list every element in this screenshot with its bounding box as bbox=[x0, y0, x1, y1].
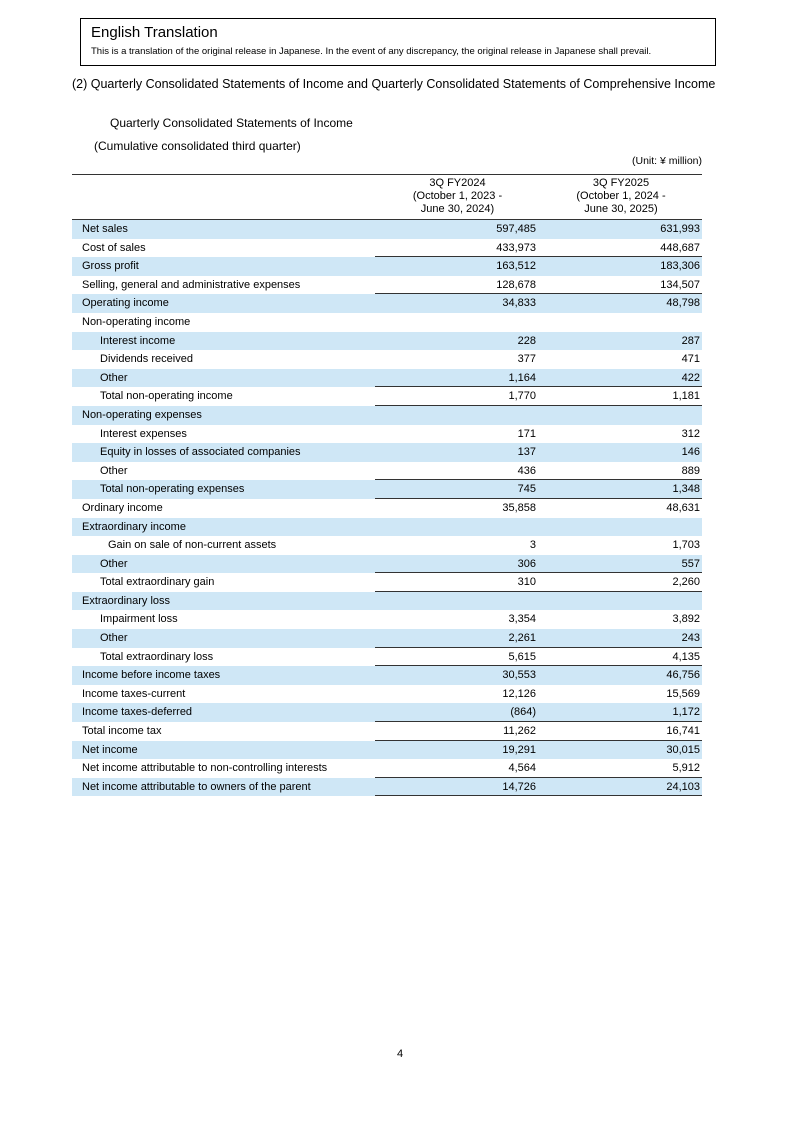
value-3q-fy2025: 1,181 bbox=[540, 387, 702, 406]
value-3q-fy2025: 30,015 bbox=[666, 743, 700, 756]
column-period-line2: June 30, 2025) bbox=[584, 203, 658, 215]
table-row bbox=[72, 573, 702, 592]
value-3q-fy2025: 2,260 bbox=[540, 573, 702, 592]
value-3q-fy2024: 597,485 bbox=[496, 223, 536, 235]
cumulative-note: (Cumulative consolidated third quarter) bbox=[94, 139, 301, 153]
table-row bbox=[72, 722, 702, 741]
value-3q-fy2025: 889 bbox=[540, 462, 702, 481]
value-3q-fy2024: 306 bbox=[375, 555, 540, 574]
table-row bbox=[72, 387, 702, 406]
row-label: Interest expenses bbox=[100, 427, 187, 440]
column-header-fy2024 bbox=[375, 177, 540, 216]
value-3q-fy2025: 471 bbox=[681, 353, 700, 366]
statement-title: Quarterly Consolidated Statements of Income bbox=[110, 116, 353, 130]
value-3q-fy2024 bbox=[375, 592, 540, 611]
value-3q-fy2024: 11,262 bbox=[375, 722, 540, 741]
table-row bbox=[72, 610, 702, 629]
table-row bbox=[72, 294, 702, 313]
value-3q-fy2024: 377 bbox=[517, 353, 536, 366]
table-row bbox=[72, 592, 702, 611]
table-row bbox=[72, 480, 702, 499]
table-row bbox=[72, 648, 702, 667]
value-3q-fy2025: 422 bbox=[540, 369, 702, 388]
column-period-line2: June 30, 2024) bbox=[420, 203, 495, 215]
value-3q-fy2025: 557 bbox=[540, 555, 702, 574]
row-label: Other bbox=[100, 557, 128, 570]
section-heading: (2) Quarterly Consolidated Statements of Income and Quarterly Consolidated Statements of Comprehensive Income bbox=[72, 77, 716, 91]
value-3q-fy2024: 3,354 bbox=[508, 613, 536, 626]
page-number: 4 bbox=[396, 1048, 404, 1060]
value-3q-fy2024: 35,858 bbox=[502, 501, 536, 514]
table-row bbox=[72, 536, 702, 555]
translation-title: English Translation bbox=[91, 24, 218, 41]
row-label: Cost of sales bbox=[82, 241, 146, 254]
value-3q-fy2024 bbox=[375, 518, 540, 537]
row-label: Equity in losses of associated companies bbox=[100, 446, 301, 459]
row-label: Total non-operating income bbox=[100, 390, 233, 403]
value-3q-fy2024: 228 bbox=[517, 334, 536, 347]
value-3q-fy2025: 48,798 bbox=[666, 297, 700, 310]
unit-note: (Unit: ¥ million) bbox=[631, 155, 702, 167]
row-label: Total extraordinary loss bbox=[100, 650, 214, 663]
value-3q-fy2024: 3 bbox=[529, 539, 536, 552]
income-statement-table bbox=[72, 174, 702, 796]
value-3q-fy2024: 128,678 bbox=[375, 276, 540, 295]
table-row bbox=[72, 220, 702, 239]
column-title: 3Q FY2024 bbox=[429, 177, 486, 189]
row-label: Other bbox=[100, 464, 128, 477]
table-row bbox=[72, 462, 702, 481]
value-3q-fy2025: 46,756 bbox=[666, 669, 700, 682]
value-3q-fy2024: 436 bbox=[375, 462, 540, 481]
value-3q-fy2024: 30,553 bbox=[502, 669, 536, 682]
table-row bbox=[72, 499, 702, 518]
value-3q-fy2025: 448,687 bbox=[540, 239, 702, 258]
value-3q-fy2025: 1,172 bbox=[540, 703, 702, 722]
row-label: Impairment loss bbox=[100, 613, 178, 626]
row-label: Other bbox=[100, 371, 128, 384]
row-label: Selling, general and administrative expenses bbox=[82, 278, 301, 291]
value-3q-fy2025: 183,306 bbox=[660, 260, 700, 273]
table-row bbox=[72, 518, 702, 537]
value-3q-fy2025 bbox=[540, 406, 702, 425]
value-3q-fy2024: 5,615 bbox=[375, 648, 540, 667]
value-3q-fy2024: 4,564 bbox=[375, 759, 540, 778]
value-3q-fy2024: 19,291 bbox=[502, 743, 536, 756]
value-3q-fy2025: 134,507 bbox=[540, 276, 702, 295]
income-statement-rows bbox=[72, 220, 702, 796]
table-header bbox=[72, 174, 702, 220]
value-3q-fy2025 bbox=[540, 592, 702, 611]
value-3q-fy2024: 34,833 bbox=[502, 297, 536, 310]
value-3q-fy2024: 745 bbox=[375, 480, 540, 499]
value-3q-fy2025: 631,993 bbox=[660, 223, 700, 235]
table-row bbox=[72, 369, 702, 388]
row-label: Other bbox=[100, 632, 128, 645]
value-3q-fy2025: 1,703 bbox=[672, 539, 700, 552]
table-row bbox=[72, 443, 702, 462]
value-3q-fy2024: 171 bbox=[517, 427, 536, 440]
value-3q-fy2025: 312 bbox=[681, 427, 700, 440]
value-3q-fy2025 bbox=[540, 518, 702, 537]
table-row bbox=[72, 666, 702, 685]
row-label: Dividends received bbox=[100, 353, 193, 366]
row-label: Income taxes-current bbox=[82, 687, 186, 700]
row-label: Net income attributable to non-controlling interests bbox=[82, 762, 328, 775]
value-3q-fy2024: 12,126 bbox=[502, 687, 536, 700]
value-3q-fy2025: 4,135 bbox=[540, 648, 702, 667]
value-3q-fy2025: 16,741 bbox=[540, 722, 702, 741]
row-label: Total extraordinary gain bbox=[100, 576, 215, 589]
row-label: Non-operating expenses bbox=[82, 408, 202, 421]
translation-notice-box bbox=[80, 18, 716, 66]
value-3q-fy2024: 163,512 bbox=[496, 260, 536, 273]
row-label: Net income attributable to owners of the parent bbox=[82, 780, 311, 793]
row-label: Extraordinary loss bbox=[82, 594, 171, 607]
table-row bbox=[72, 257, 702, 276]
table-row bbox=[72, 239, 702, 258]
table-row bbox=[72, 759, 702, 778]
label-column-header bbox=[72, 177, 375, 216]
table-row bbox=[72, 629, 702, 648]
row-label: Total income tax bbox=[82, 725, 162, 738]
row-label: Gain on sale of non-current assets bbox=[108, 539, 277, 552]
translation-note: This is a translation of the original release in Japanese. In the event of any discrepancy, the original release in Japanese shall prevail. bbox=[91, 46, 652, 57]
value-3q-fy2024: (864) bbox=[375, 703, 540, 722]
table-row bbox=[72, 685, 702, 704]
value-3q-fy2024: 433,973 bbox=[375, 239, 540, 258]
value-3q-fy2024: 310 bbox=[375, 573, 540, 592]
value-3q-fy2024: 1,164 bbox=[375, 369, 540, 388]
value-3q-fy2025: 287 bbox=[681, 334, 700, 347]
table-row bbox=[72, 425, 702, 444]
row-label: Net income bbox=[82, 743, 138, 756]
value-3q-fy2025: 5,912 bbox=[540, 759, 702, 778]
value-3q-fy2025: 48,631 bbox=[666, 501, 700, 514]
table-row bbox=[72, 332, 702, 351]
row-label: Interest income bbox=[100, 334, 176, 347]
row-label: Operating income bbox=[82, 297, 169, 310]
table-row bbox=[72, 703, 702, 722]
table-row bbox=[72, 276, 702, 295]
row-label: Net sales bbox=[82, 223, 128, 235]
table-row bbox=[72, 313, 702, 332]
value-3q-fy2025: 146 bbox=[681, 446, 700, 459]
row-label: Gross profit bbox=[82, 260, 139, 273]
value-3q-fy2025: 15,569 bbox=[666, 687, 700, 700]
value-3q-fy2025 bbox=[540, 313, 702, 332]
table-row bbox=[72, 741, 702, 760]
row-label: Income taxes-deferred bbox=[82, 706, 193, 719]
table-row bbox=[72, 350, 702, 369]
column-title: 3Q FY2025 bbox=[592, 177, 650, 189]
row-label: Income before income taxes bbox=[82, 669, 221, 682]
column-period-line1: (October 1, 2023 - bbox=[412, 190, 503, 202]
column-header-fy2025 bbox=[540, 177, 702, 216]
value-3q-fy2025: 1,348 bbox=[540, 480, 702, 499]
table-row bbox=[72, 778, 702, 797]
value-3q-fy2025: 24,103 bbox=[540, 778, 702, 797]
row-label: Ordinary income bbox=[82, 501, 163, 514]
row-label: Non-operating income bbox=[82, 315, 191, 328]
table-row bbox=[72, 555, 702, 574]
row-label: Total non-operating expenses bbox=[100, 483, 245, 496]
value-3q-fy2025: 3,892 bbox=[672, 613, 700, 626]
table-row bbox=[72, 406, 702, 425]
value-3q-fy2024: 14,726 bbox=[375, 778, 540, 797]
row-label: Extraordinary income bbox=[82, 520, 186, 533]
value-3q-fy2024: 137 bbox=[517, 446, 536, 459]
value-3q-fy2024: 1,770 bbox=[375, 387, 540, 406]
value-3q-fy2025: 243 bbox=[540, 629, 702, 648]
value-3q-fy2024 bbox=[375, 313, 540, 332]
column-period-line1: (October 1, 2024 - bbox=[576, 190, 666, 202]
value-3q-fy2024: 2,261 bbox=[375, 629, 540, 648]
value-3q-fy2024 bbox=[375, 406, 540, 425]
